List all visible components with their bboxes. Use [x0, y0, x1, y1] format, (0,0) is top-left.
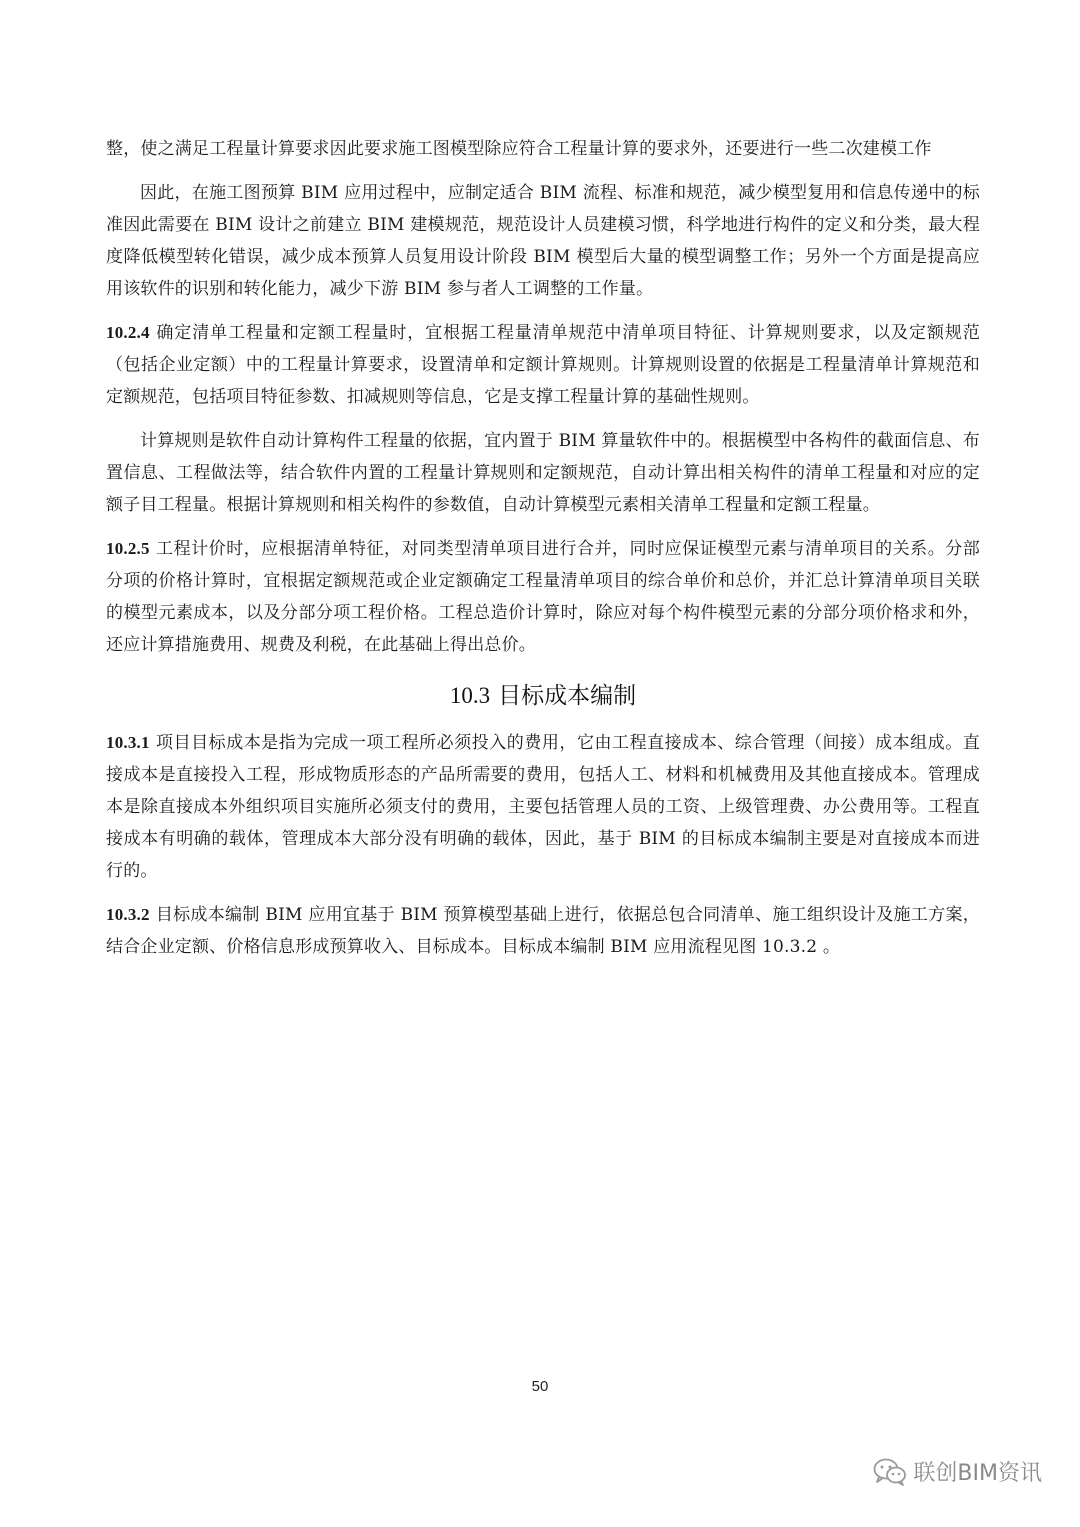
paragraph-bim-standards: 因此，在施工图预算 BIM 应用过程中，应制定适合 BIM 流程、标准和规范，减少模型复用和信息传递中的标准因此需要在 BIM 设计之前建立 BIM 建模规范，规范设计人员建模习惯，科学地进行构件的定义和分类，最大程度降低模型转化错误，减少成本预算人员复用设计阶段 BIM 模型后大量的模型调整工作；另外一个方面是提高应用该软件的识别和转化能力，减少下游 BIM 参与者人工调整的工作量。 [106, 183, 980, 299]
clause-number: 10.3.1 [106, 733, 150, 752]
page-number: 50 [531, 1378, 549, 1395]
section-number: 10.3 [449, 683, 491, 708]
clause-text: 目标成本编制 BIM 应用宜基于 BIM 预算模型基础上进行，依据总包合同清单、施工组织设计及施工方案，结合企业定额、价格信息形成预算收入、目标成本。目标成本编制 BIM 应用流程见图 10.3.2 。 [106, 905, 980, 957]
clause-10-2-5 [106, 533, 980, 661]
clause-number: 10.2.4 [106, 323, 150, 342]
clause-10-2-4 [106, 317, 980, 413]
clause-number: 10.3.2 [106, 905, 150, 924]
clause-10-3-2 [106, 899, 980, 963]
page-content [106, 133, 980, 975]
clause-number: 10.2.5 [106, 539, 150, 558]
section-title-text: 目标成本编制 [498, 683, 637, 709]
clause-text: 项目目标成本是指为完成一项工程所必须投入的费用，它由工程直接成本、综合管理（间接）成本组成。直接成本是直接投入工程，形成物质形态的产品所需要的费用，包括人工、材料和机械费用及其他直接成本。管理成本是除直接成本外组织项目实施所必须支付的费用，主要包括管理人员的工资、上级管理费、办公费用等。工程直接成本有明确的载体，管理成本大部分没有明确的载体，因此，基于 BIM 的目标成本编制主要是对直接成本而进行的。 [106, 733, 980, 881]
clause-text: 确定清单工程量和定额工程量时，宜根据工程量清单规范中清单项目特征、计算规则要求，以及定额规范（包括企业定额）中的工程量计算要求，设置清单和定额计算规则。计算规则设置的依据是工程量清单计算规范和定额规范，包括项目特征参数、扣减规则等信息，它是支撑工程量计算的基础性规则。 [106, 323, 980, 407]
watermark [873, 1456, 1042, 1487]
clause-10-3-1 [106, 727, 980, 887]
paragraph-calculation-rules: 计算规则是软件自动计算构件工程量的依据，宜内置于 BIM 算量软件中的。根据模型中各构件的截面信息、布置信息、工程做法等，结合软件内置的工程量计算规则和定额规范，自动计算出相关构件的清单工程量和对应的定额子目工程量。根据计算规则和相关构件的参数值，自动计算模型元素相关清单工程量和定额工程量。 [106, 431, 980, 515]
paragraph-continuation: 整，使之满足工程量计算要求因此要求施工图模型除应符合工程量计算的要求外，还要进行一些二次建模工作 [106, 139, 932, 159]
wechat-icon [873, 1458, 907, 1486]
clause-text: 工程计价时，应根据清单特征，对同类型清单项目进行合并，同时应保证模型元素与清单项目的关系。分部分项的价格计算时，宜根据定额规范或企业定额确定工程量清单项目的综合单价和总价，并汇总计算清单项目关联的模型元素成本，以及分部分项工程价格。工程总造价计算时，除应对每个构件模型元素的分部分项价格求和外，还应计算措施费用、规费及利税，在此基础上得出总价。 [106, 539, 980, 655]
section-heading [106, 679, 980, 713]
watermark-text: 联创BIM资讯 [913, 1461, 1042, 1486]
